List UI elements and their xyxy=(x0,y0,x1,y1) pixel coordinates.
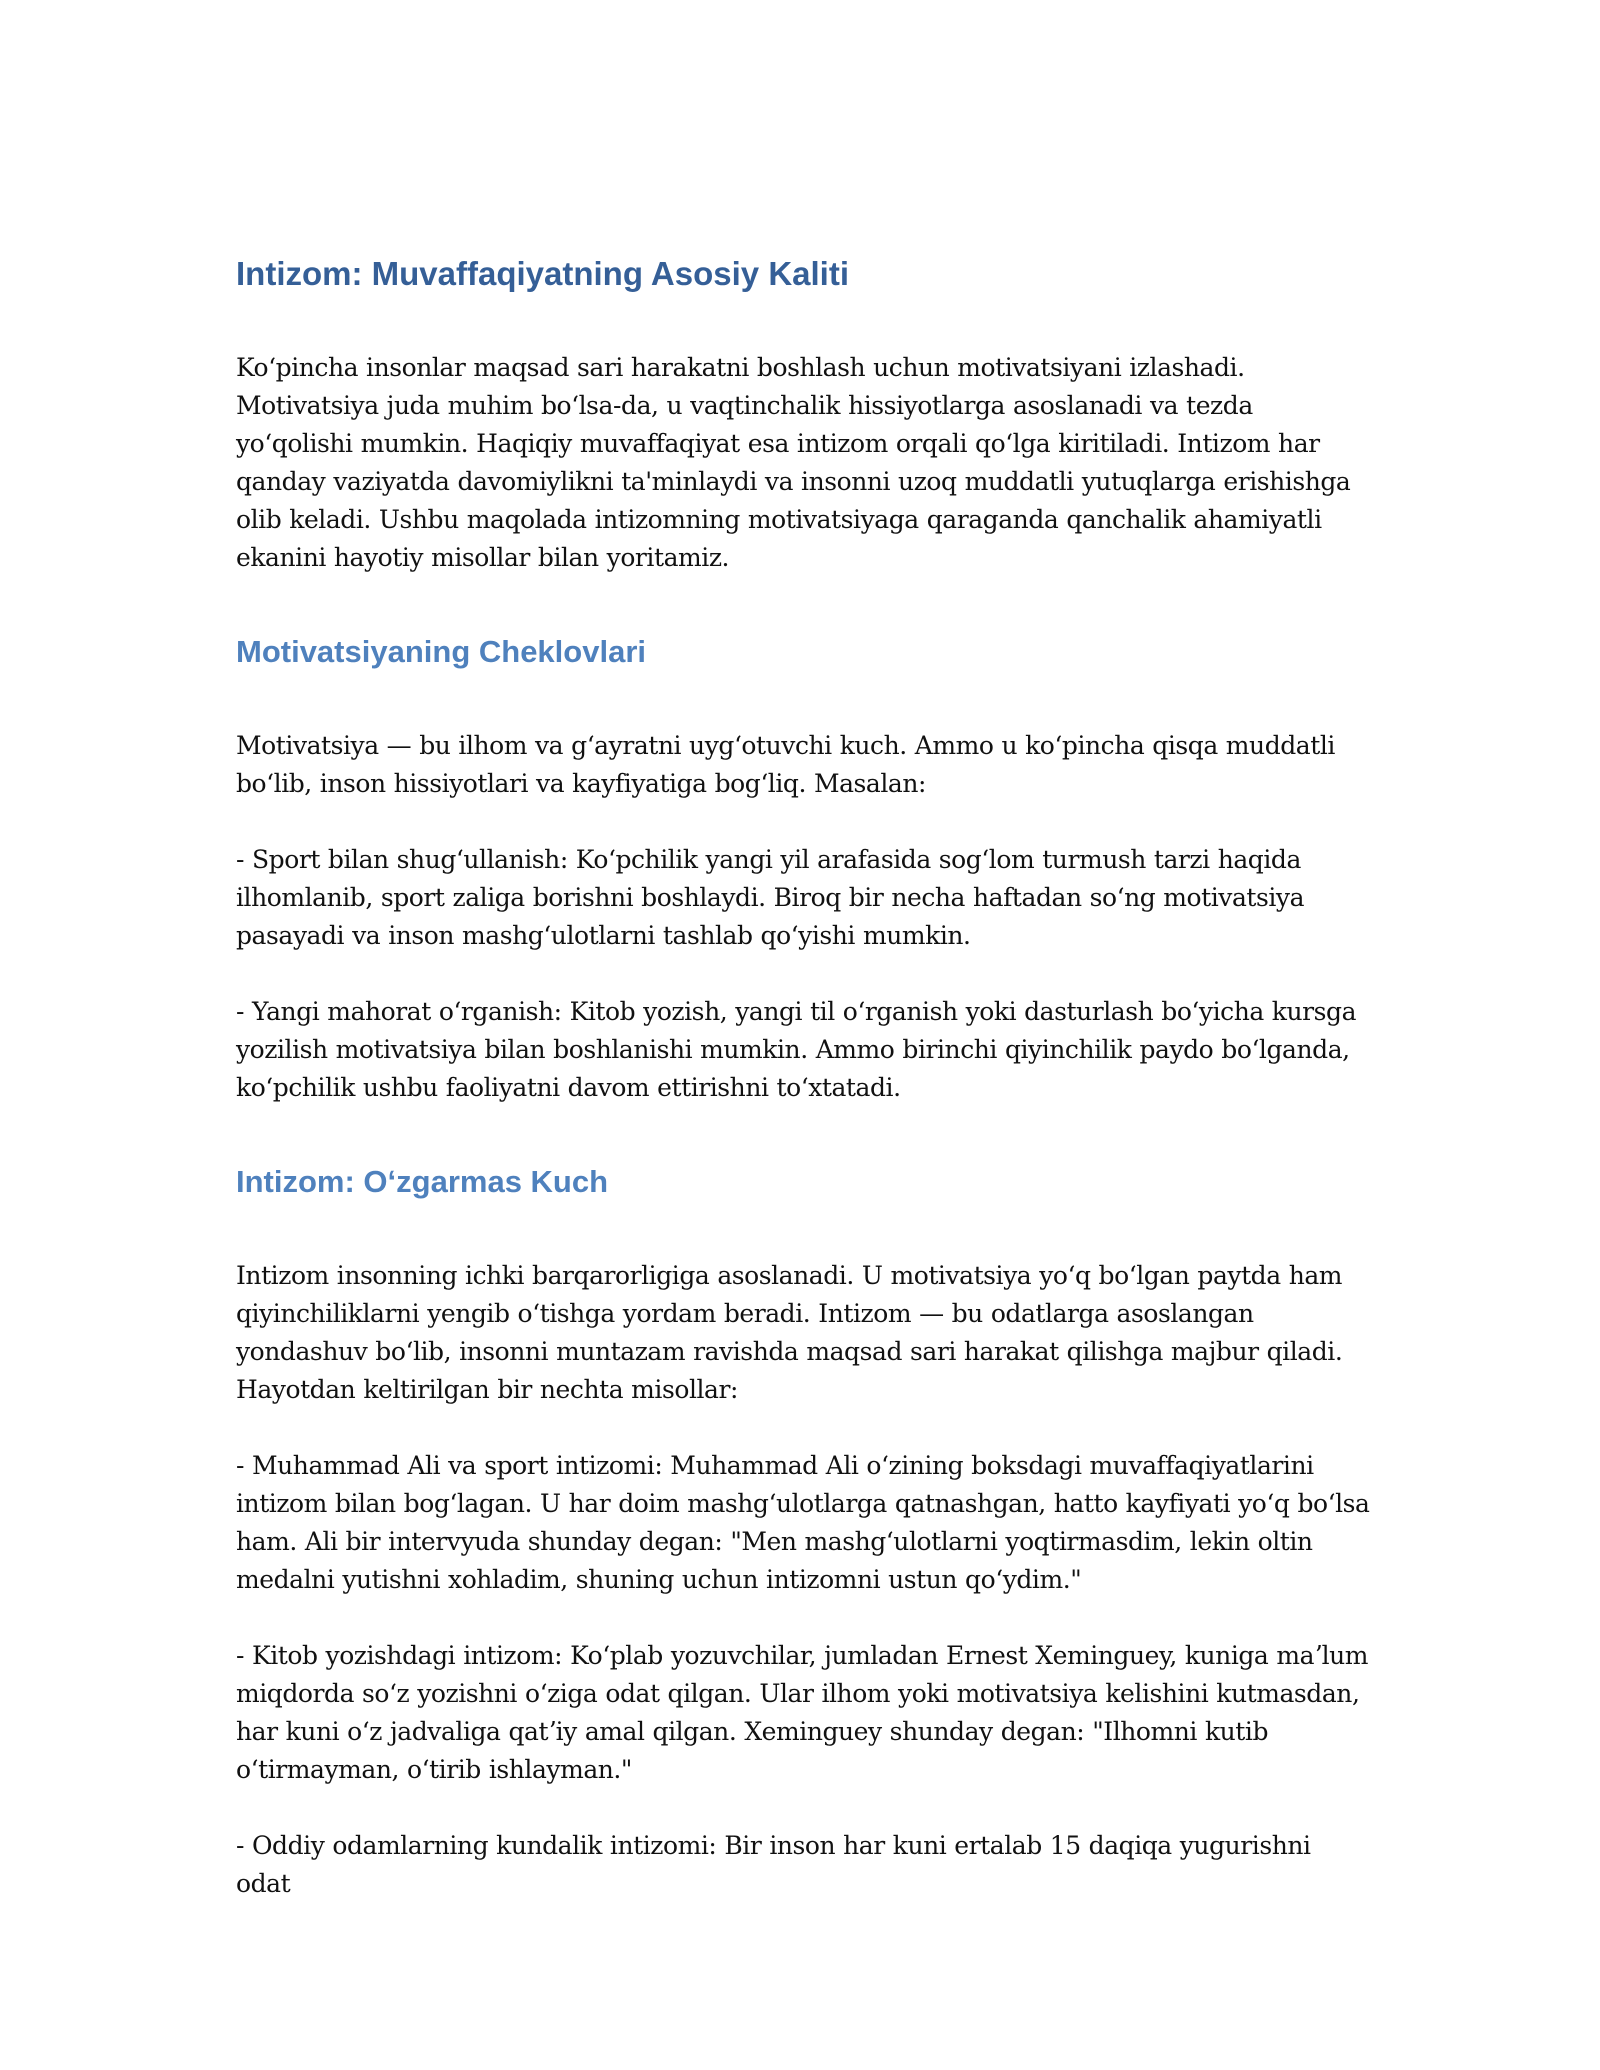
list-item-paragraph: - Kitob yozishdagi intizom: Koʻplab yozuvchilar, jumladan Ernest Xeminguey, kuniga maʼlum miqdorda soʻz yozishni oʻziga odat qilgan. Ular ilhom yoki motivatsiya kelishini kutmasdan, har kuni oʻz jadvaliga qatʼiy amal qilgan. Xeminguey shunday degan: "Ilhomni kutib oʻtirmayman, oʻtirib ishlayman." xyxy=(236,1641,1369,1784)
list-item-paragraph: - Sport bilan shugʻullanish: Koʻpchilik yangi yil arafasida sogʻlom turmush tarzi haqida ilhomlanib, sport zaliga borishni boshlaydi. Biroq bir necha haftadan soʻng motivatsiya pasayadi va inson mashgʻulotlarni tashlab qoʻyishi mumkin. xyxy=(236,845,1305,950)
list-item-paragraph: - Muhammad Ali va sport intizomi: Muhammad Ali oʻzining boksdagi muvaffaqiyatlarini intizom bilan bogʻlagan. U har doim mashgʻulotlarga qatnashgan, hatto kayfiyati yoʻq boʻlsa ham. Ali bir intervyuda shunday degan: "Men mashgʻulotlarni yoqtirmasdim, lekin oltin medalni yutishni xohladim, shuning uchun intizomni ustun qoʻydim." xyxy=(236,1451,1370,1594)
paragraph: Intizom insonning ichki barqarorligiga asoslanadi. U motivatsiya yoʻq boʻlgan paytda ham qiyinchiliklarni yengib oʻtishga yordam beradi. Intizom — bu odatlarga asoslangan yondashuv boʻlib, insonni muntazam ravishda maqsad sari harakat qilishga majbur qiladi. Hayotdan keltirilgan bir nechta misollar: xyxy=(236,1261,1343,1404)
document-body xyxy=(236,248,1371,1941)
intro-paragraph: Koʻpincha insonlar maqsad sari harakatni boshlash uchun motivatsiyani izlashadi. Motivatsiya juda muhim boʻlsa-da, u vaqtinchalik hissiyotlarga asoslanadi va tezda yoʻqolishi mumkin. Haqiqiy muvaffaqiyat esa intizom orqali qoʻlga kiritiladi. Intizom har qanday vaziyatda davomiylikni ta'minlaydi va insonni uzoq muddatli yutuqlarga erishishga olib keladi. Ushbu maqolada intizomning motivatsiyaga qaraganda qanchalik ahamiyatli ekanini hayotiy misollar bilan yoritamiz. xyxy=(236,353,1351,572)
list-item-paragraph: - Yangi mahorat oʻrganish: Kitob yozish, yangi til oʻrganish yoki dasturlash boʻyicha kursga yozilish motivatsiya bilan boshlanishi mumkin. Ammo birinchi qiyinchilik paydo boʻlganda, koʻpchilik ushbu faoliyatni davom ettirishni toʻxtatadi. xyxy=(236,997,1357,1102)
list-item-paragraph: - Oddiy odamlarning kundalik intizomi: Bir inson har kuni ertalab 15 daqiqa yugurishni odat xyxy=(236,1831,1311,1898)
section-heading-discipline: Intizom: Oʻzgarmas Kuch xyxy=(236,1164,609,1199)
section-heading-motivation-limits: Motivatsiyaning Cheklovlari xyxy=(236,634,646,669)
paragraph: Motivatsiya — bu ilhom va gʻayratni uygʻotuvchi kuch. Ammo u koʻpincha qisqa muddatli boʻlib, inson hissiyotlari va kayfiyatiga bogʻliq. Masalan: xyxy=(236,731,1335,798)
document-title: Intizom: Muvaffaqiyatning Asosiy Kaliti xyxy=(236,255,849,292)
